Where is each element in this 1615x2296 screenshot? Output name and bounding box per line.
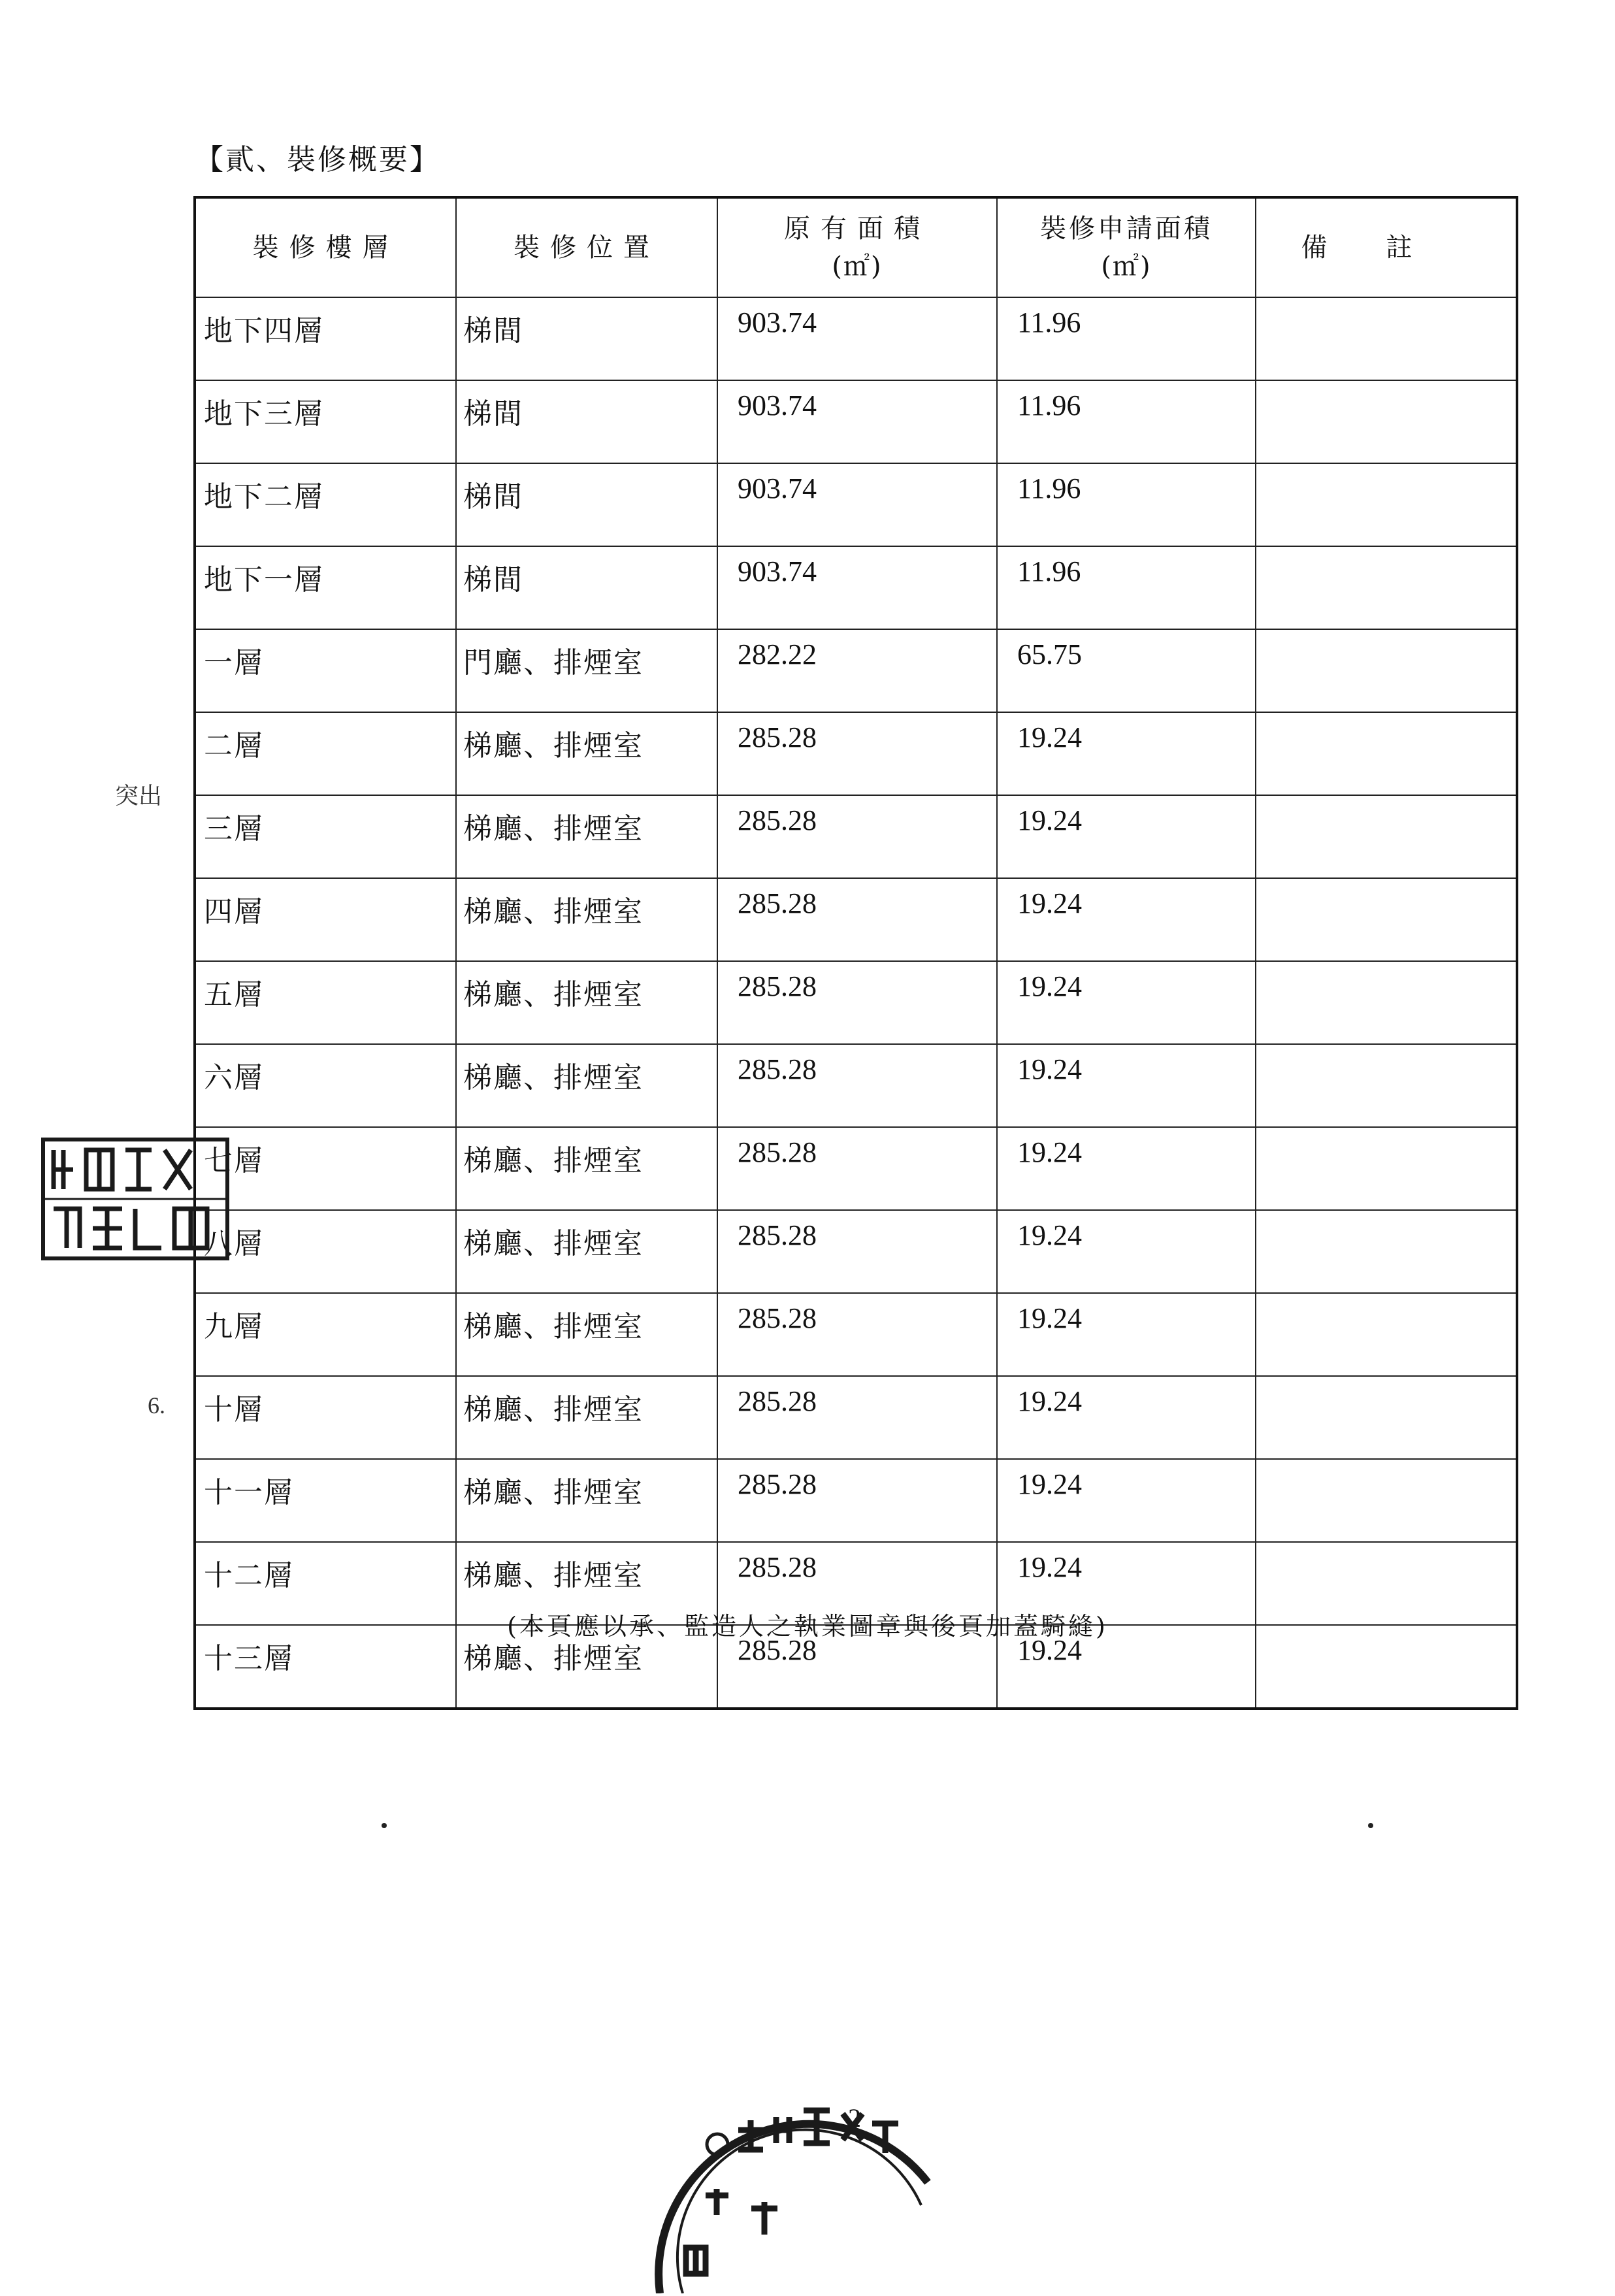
table-row <box>195 1210 1517 1293</box>
applied-area-cell: 11.96 <box>997 463 1256 546</box>
applied-area-cell: 65.75 <box>997 629 1256 712</box>
table-row <box>195 546 1517 629</box>
header-applied-area: 裝修申請面積 (㎡) <box>997 197 1256 297</box>
original-area-cell: 903.74 <box>717 463 997 546</box>
floor-cell: 十一層 <box>195 1459 456 1542</box>
bottom-official-seal <box>647 2084 934 2296</box>
floor-cell: 四層 <box>195 878 456 961</box>
table-row <box>195 878 1517 961</box>
original-area-cell: 285.28 <box>717 795 997 878</box>
applied-area-cell: 19.24 <box>997 878 1256 961</box>
remarks-cell <box>1256 629 1517 712</box>
remarks-cell <box>1256 1459 1517 1542</box>
applied-area-cell: 11.96 <box>997 546 1256 629</box>
table-row <box>195 629 1517 712</box>
seal-left-icon <box>41 1137 230 1261</box>
header-floor: 裝修樓層 <box>195 197 456 297</box>
remarks-cell <box>1256 1044 1517 1127</box>
floor-cell: 地下一層 <box>195 546 456 629</box>
floor-cell: 十二層 <box>195 1542 456 1625</box>
table-row <box>195 1376 1517 1459</box>
scan-dot <box>1368 1823 1373 1828</box>
applied-area-cell: 19.24 <box>997 961 1256 1044</box>
location-cell: 梯廳、排煙室 <box>456 712 717 795</box>
applied-area-cell: 11.96 <box>997 297 1256 380</box>
table-row <box>195 1459 1517 1542</box>
floor-cell: 六層 <box>195 1044 456 1127</box>
remarks-cell <box>1256 712 1517 795</box>
floor-cell: 地下三層 <box>195 380 456 463</box>
applied-area-cell: 11.96 <box>997 380 1256 463</box>
location-cell: 梯間 <box>456 297 717 380</box>
location-cell: 梯廳、排煙室 <box>456 1293 717 1376</box>
original-area-cell: 285.28 <box>717 1044 997 1127</box>
applied-area-cell: 19.24 <box>997 712 1256 795</box>
location-cell: 梯間 <box>456 380 717 463</box>
table-row <box>195 712 1517 795</box>
original-area-cell: 903.74 <box>717 546 997 629</box>
original-area-cell: 285.28 <box>717 1542 997 1625</box>
page-number: 2 <box>848 2103 861 2133</box>
applied-area-cell: 19.24 <box>997 1044 1256 1127</box>
applied-area-cell: 19.24 <box>997 1542 1256 1625</box>
table-row <box>195 297 1517 380</box>
renovation-summary-table <box>193 196 1518 1710</box>
remarks-cell <box>1256 1293 1517 1376</box>
original-area-cell: 285.28 <box>717 878 997 961</box>
table-row <box>195 463 1517 546</box>
applied-area-cell: 19.24 <box>997 795 1256 878</box>
original-area-cell: 903.74 <box>717 380 997 463</box>
scan-dot <box>382 1823 387 1828</box>
floor-cell: 五層 <box>195 961 456 1044</box>
margin-note-upper: 突出 <box>115 783 163 810</box>
remarks-cell <box>1256 463 1517 546</box>
location-cell: 梯廳、排煙室 <box>456 1459 717 1542</box>
location-cell: 梯廳、排煙室 <box>456 878 717 961</box>
table-row <box>195 961 1517 1044</box>
applied-area-cell: 19.24 <box>997 1376 1256 1459</box>
remarks-cell <box>1256 380 1517 463</box>
applied-area-cell: 19.24 <box>997 1210 1256 1293</box>
original-area-cell: 285.28 <box>717 1127 997 1210</box>
floor-cell: 地下四層 <box>195 297 456 380</box>
floor-cell: 十三層 <box>195 1625 456 1709</box>
applied-area-cell: 19.24 <box>997 1459 1256 1542</box>
original-area-cell: 285.28 <box>717 1459 997 1542</box>
floor-cell: 七層 <box>195 1127 456 1210</box>
table-row <box>195 380 1517 463</box>
original-area-cell: 285.28 <box>717 1625 997 1709</box>
floor-cell: 三層 <box>195 795 456 878</box>
remarks-cell <box>1256 795 1517 878</box>
table-row <box>195 795 1517 878</box>
header-row <box>195 197 1517 297</box>
location-cell: 梯廳、排煙室 <box>456 1376 717 1459</box>
applied-area-cell: 19.24 <box>997 1127 1256 1210</box>
original-area-cell: 285.28 <box>717 961 997 1044</box>
header-remarks: 備註 <box>1256 197 1517 297</box>
location-cell: 梯廳、排煙室 <box>456 1127 717 1210</box>
location-cell: 梯廳、排煙室 <box>456 1044 717 1127</box>
remarks-cell <box>1256 1127 1517 1210</box>
footnote: (本頁應以承、監造人之執業圖章與後頁加蓋騎縫) <box>507 1612 1108 1641</box>
table-row <box>195 1293 1517 1376</box>
floor-cell: 一層 <box>195 629 456 712</box>
remarks-cell <box>1256 1210 1517 1293</box>
original-area-cell: 285.28 <box>717 1210 997 1293</box>
location-cell: 梯廳、排煙室 <box>456 795 717 878</box>
location-cell: 梯廳、排煙室 <box>456 961 717 1044</box>
remarks-cell <box>1256 961 1517 1044</box>
floor-cell: 八層 <box>195 1210 456 1293</box>
left-seam-seal <box>41 1137 230 1264</box>
remarks-cell <box>1256 546 1517 629</box>
applied-area-cell: 19.24 <box>997 1625 1256 1709</box>
table-row <box>195 1127 1517 1210</box>
margin-note-lower: 6. <box>148 1392 165 1419</box>
remarks-cell <box>1256 297 1517 380</box>
original-area-cell: 285.28 <box>717 1376 997 1459</box>
location-cell: 梯間 <box>456 463 717 546</box>
floor-cell: 二層 <box>195 712 456 795</box>
floor-cell: 九層 <box>195 1293 456 1376</box>
remarks-cell <box>1256 878 1517 961</box>
original-area-cell: 285.28 <box>717 712 997 795</box>
original-area-cell: 285.28 <box>717 1293 997 1376</box>
floor-cell: 地下二層 <box>195 463 456 546</box>
original-area-cell: 903.74 <box>717 297 997 380</box>
location-cell: 梯廳、排煙室 <box>456 1210 717 1293</box>
location-cell: 梯廳、排煙室 <box>456 1542 717 1625</box>
table-row <box>195 1044 1517 1127</box>
header-original-area: 原有面積 (㎡) <box>717 197 997 297</box>
location-cell: 梯間 <box>456 546 717 629</box>
floor-cell: 十層 <box>195 1376 456 1459</box>
original-area-cell: 282.22 <box>717 629 997 712</box>
location-cell: 梯廳、排煙室 <box>456 1625 717 1709</box>
seal-bottom-icon <box>647 2084 934 2293</box>
remarks-cell <box>1256 1376 1517 1459</box>
applied-area-cell: 19.24 <box>997 1293 1256 1376</box>
header-location: 裝修位置 <box>456 197 717 297</box>
section-heading: 【貳、裝修概要】 <box>195 143 440 176</box>
location-cell: 門廳、排煙室 <box>456 629 717 712</box>
